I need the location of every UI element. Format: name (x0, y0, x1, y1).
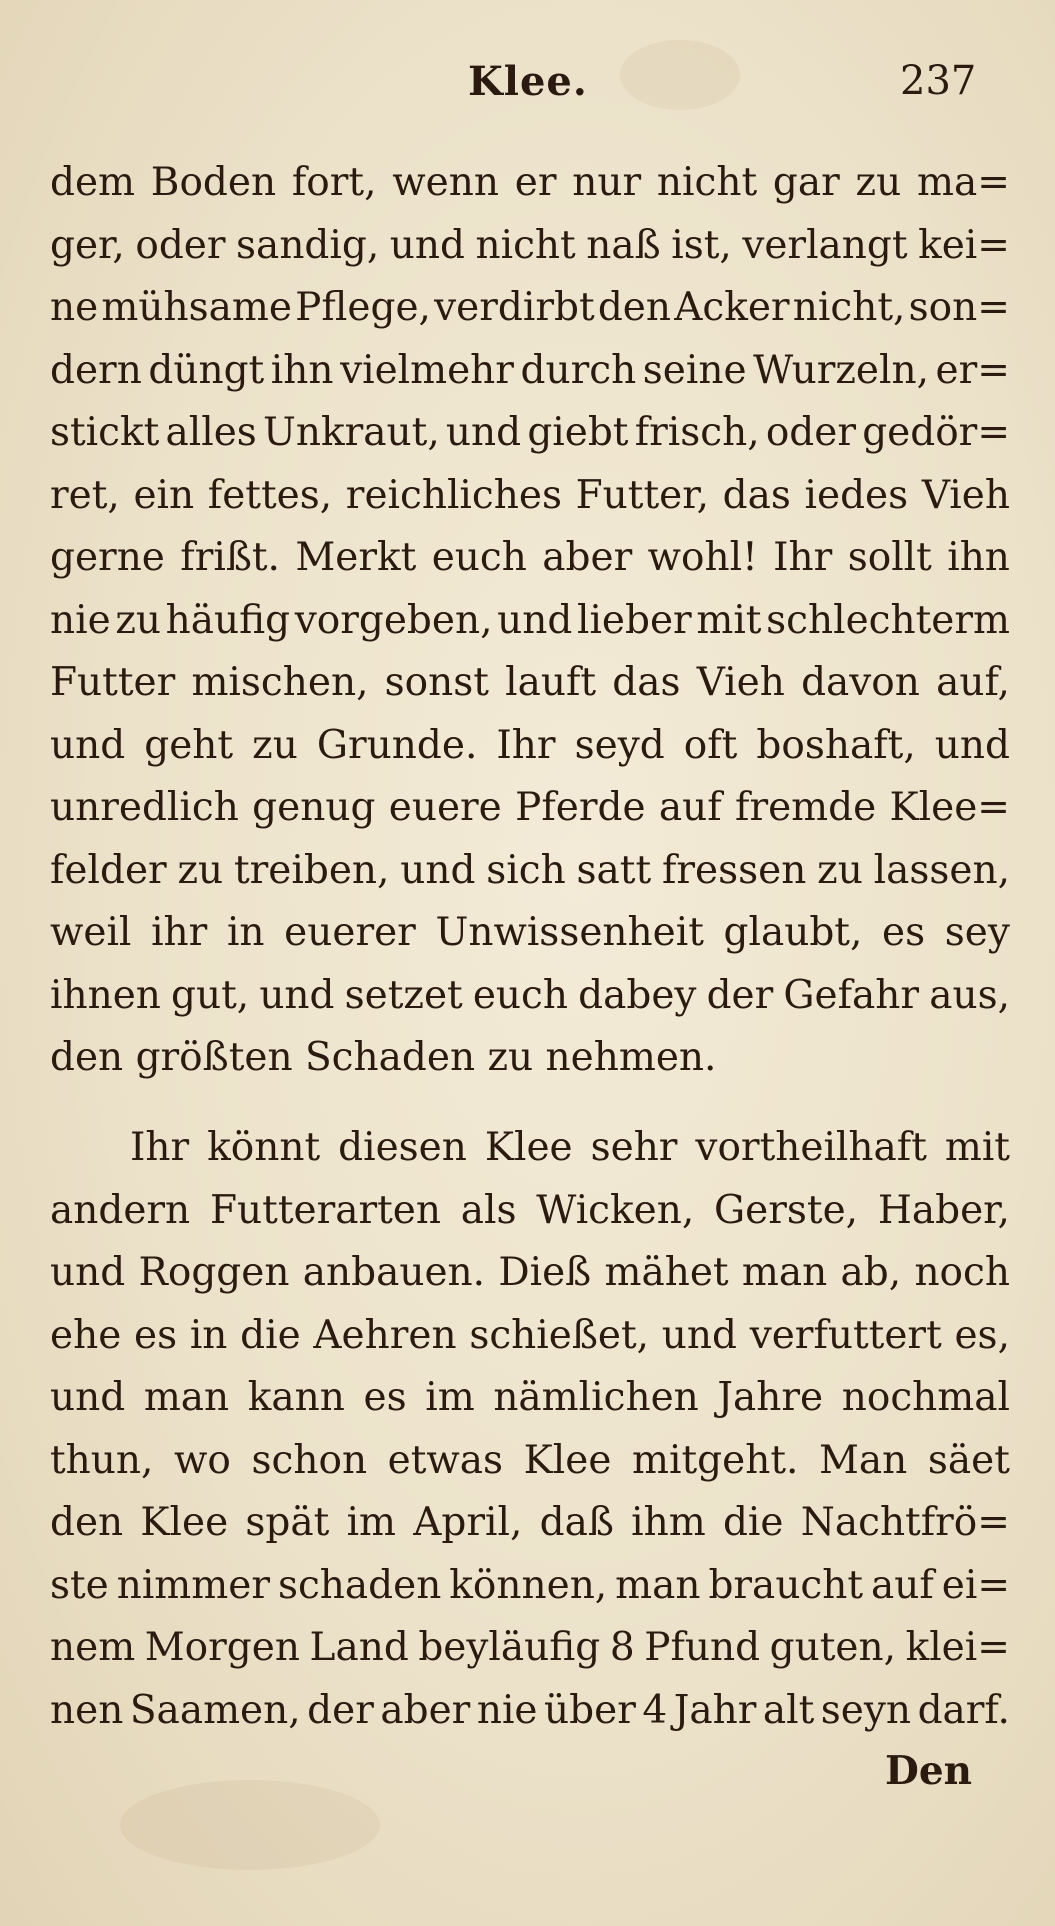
text-line: andern Futterarten als Wicken, Gerste, Haber, (50, 1187, 1010, 1233)
text-line: ehe es in die Aehren schießet, und verfuttert es, (50, 1312, 1010, 1358)
text-line: ret, ein fettes, reichliches Futter, das iedes Vieh (50, 472, 1010, 518)
text-line: nie zu häufig vorgeben, und lieber mit schlechterm (50, 597, 1010, 643)
text-line: unredlich genug euere Pferde auf fremde Klee= (50, 785, 1010, 830)
text-line: nen Saamen, der aber nie über 4 Jahr alt seyn darf. (50, 1687, 1010, 1733)
paragraph-2 (50, 1117, 1010, 1742)
text-line: Futter mischen, sonst lauft das Vieh davon auf, (50, 660, 1010, 705)
paragraph-1 (50, 152, 1010, 1090)
catchword: Den (885, 1748, 972, 1794)
running-title: Klee. (468, 58, 588, 105)
running-head (0, 58, 1055, 118)
text-line: und man kann es im nämlichen Jahre nochmal (50, 1375, 1010, 1420)
text-line: gerne frißt. Merkt euch aber wohl! Ihr sollt ihn (50, 535, 1010, 580)
text-line: dern düngt ihn vielmehr durch seine Wurzeln, er= (50, 347, 1010, 393)
page-number: 237 (900, 58, 977, 104)
text-line: felder zu treiben, und sich satt fressen zu lassen, (50, 847, 1010, 893)
text-line: nem Morgen Land beyläufig 8 Pfund guten, klei= (50, 1625, 1010, 1670)
text-line: weil ihr in euerer Unwissenheit glaubt, es sey (50, 910, 1010, 955)
text-line: ne mühsame Pflege, verdirbt den Acker nicht, son= (50, 285, 1010, 330)
text-line: stickt alles Unkraut, und giebt frisch, oder gedör= (50, 410, 1010, 455)
text-line: ihnen gut, und setzet euch dabey der Gefahr aus, (50, 972, 1010, 1018)
paper-stain (120, 1780, 380, 1870)
text-line: den größten Schaden zu nehmen. (50, 1035, 717, 1080)
text-line: und Roggen anbauen. Dieß mähet man ab, noch (50, 1250, 1010, 1295)
text-line: ger, oder sandig, und nicht naß ist, verlangt kei= (50, 222, 1010, 268)
text-line: dem Boden fort, wenn er nur nicht gar zu ma= (50, 160, 1010, 205)
text-line: und geht zu Grunde. Ihr seyd oft boshaft, und (50, 722, 1010, 768)
text-line: den Klee spät im April, daß ihm die Nachtfrö= (50, 1500, 1010, 1545)
text-line: thun, wo schon etwas Klee mitgeht. Man säet (50, 1437, 1010, 1483)
text-line: Ihr könnt diesen Klee sehr vortheilhaft mit (130, 1125, 1010, 1170)
text-line: ste nimmer schaden können, man braucht auf ei= (50, 1562, 1010, 1608)
